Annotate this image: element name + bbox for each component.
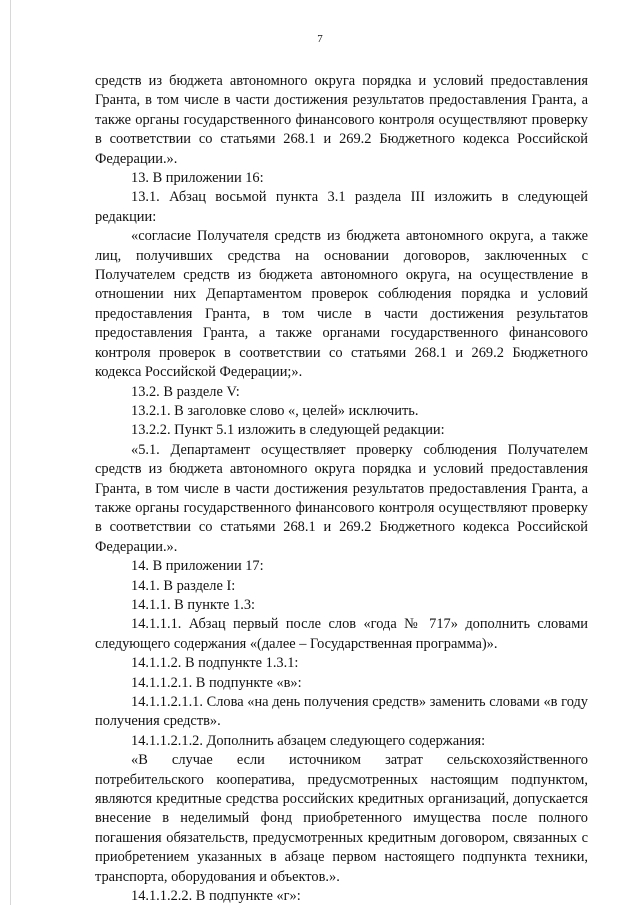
paragraph: «5.1. Департамент осуществляет проверку соблюдения Получателем средств из бюджета автономного округа порядка и условий предоставления Гранта, в том числе в части достижения результатов предоставления Гранта, а также органы государственного финансового контроля осуществляют проверку в соответствии со статьями 268.1 и 269.2 Бюджетного кодекса Российской Федерации.». [95, 441, 588, 555]
scan-edge [10, 0, 11, 905]
paragraph: 14.1.1.2.1. В подпункте «в»: [131, 674, 302, 691]
paragraph: 14. В приложении 17: [131, 558, 264, 575]
paragraph: 14.1. В разделе I: [131, 577, 236, 594]
paragraph: 13.2.1. В заголовке слово «, целей» исключить. [131, 402, 419, 419]
paragraph: 13.1. Абзац восьмой пункта 3.1 раздела III изложить в следующей редакции: [95, 189, 588, 225]
paragraph: средств из бюджета автономного округа порядка и условий предоставления Гранта, в том числе в части достижения результатов предоставления Гранта, а также органы государственного финансового контроля осуществляют проверку в соответствии со статьями 268.1 и 269.2 Бюджетного кодекса Российской Федерации.». [95, 73, 588, 167]
paragraph: 13.2. В разделе V: [131, 383, 240, 400]
paragraph: «В случае если источником затрат сельскохозяйственного потребительского кооператива, предусмотренных настоящим подпунктом, являются кредитные средства российских кредитных организаций, допускается внесение в неделимый фонд приобретенного имущества после полного погашения обязательств, предусмотренных кредитным договором, связанных с приобретением указанных в абзаце первом настоящего подпункта техники, транспорта, оборудования и объектов.». [95, 752, 588, 885]
paragraph: 14.1.1.2.1.2. Дополнить абзацем следующего содержания: [131, 732, 486, 749]
document-body [95, 72, 588, 906]
paragraph: 14.1.1.2.2. В подпункте «г»: [131, 888, 301, 905]
page-number: 7 [317, 33, 323, 45]
paragraph: 14.1.1.1. Абзац первый после слов «года № 717» дополнить словами следующего содержания «(далее – Государственная программа)». [95, 616, 588, 652]
paragraph: 13. В приложении 16: [131, 170, 264, 187]
paragraph: 14.1.1.2.1.1. Слова «на день получения средств» заменить словами «в году получения средств». [95, 694, 588, 730]
paragraph: 13.2.2. Пункт 5.1 изложить в следующей редакции: [131, 422, 445, 439]
paragraph: 14.1.1. В пункте 1.3: [131, 596, 256, 613]
paragraph: «согласие Получателя средств из бюджета автономного округа, а также лиц, получивших средства на основании договоров, заключенных с Получателем средств из бюджета автономного округа, на осуществление в отношении них Департаментом проверок соблюдения порядка и условий предоставления Гранта, в том числе в части достижения результатов предоставления Гранта, а также органами государственного финансового контроля проверок в соответствии со статьями 268.1 и 269.2 Бюджетного кодекса Российской Федерации;». [95, 228, 588, 381]
paragraph: 14.1.1.2. В подпункте 1.3.1: [131, 655, 299, 672]
